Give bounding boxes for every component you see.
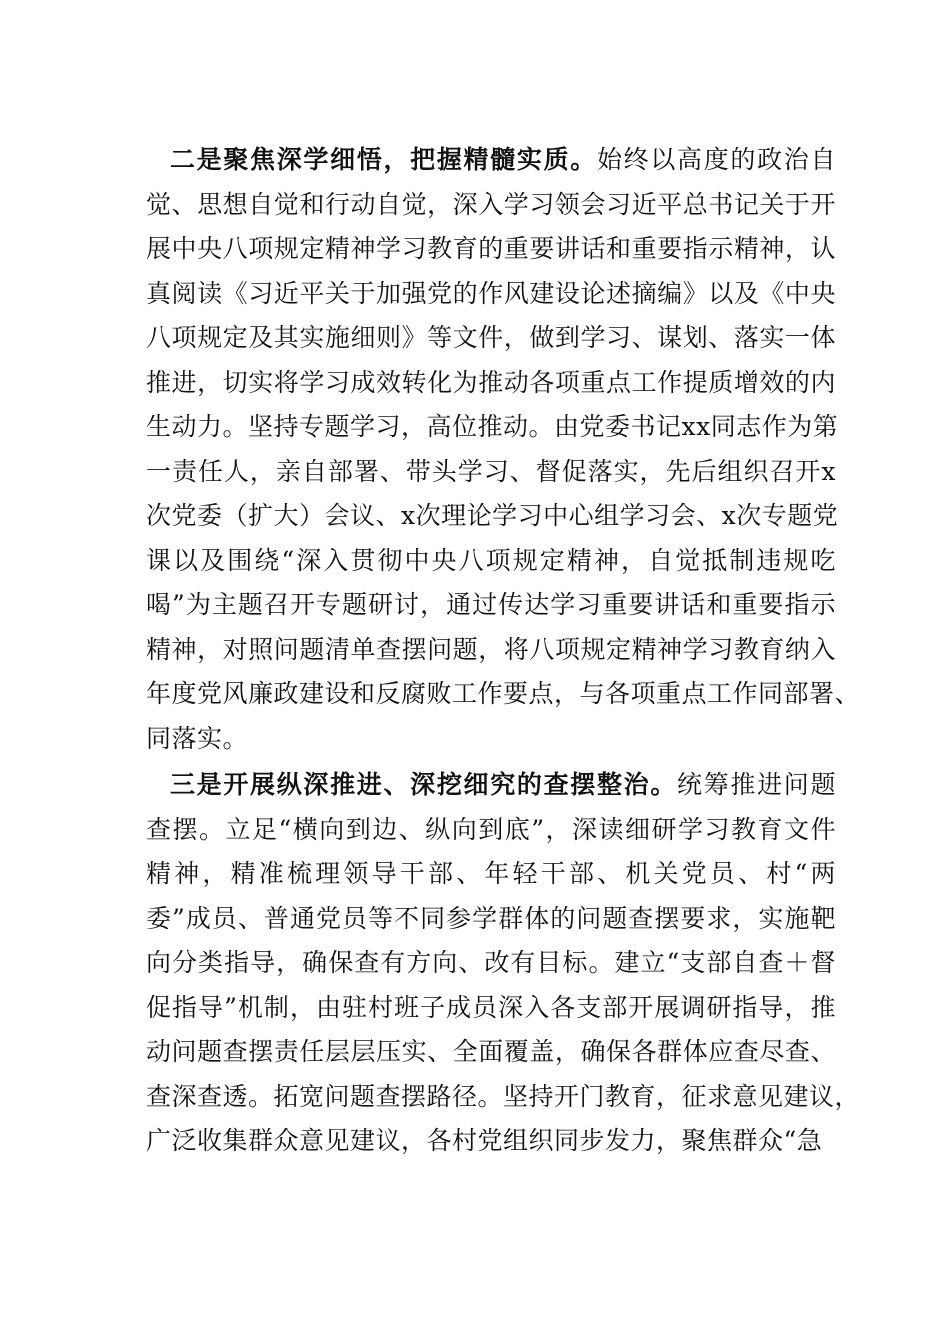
paragraph-3-line: 促指导”机制，由驻村班子成员深入各支部开展调研指导，推 (146, 992, 836, 1022)
paragraph-3 (146, 763, 861, 1164)
paragraph-2-line-1 (146, 138, 836, 183)
paragraph-2-line-1-text: 始终以高度的政治自 (596, 145, 836, 174)
paragraph-3-line: 委”成员、普通党员等不同参学群体的问题查摆要求，实施靶 (146, 903, 836, 933)
paragraph-3-line: 查摆。立足“横向到边、纵向到底”，深读细研学习教育文件 (146, 814, 836, 844)
paragraph-2-line: 推进，切实将学习成效转化为推动各项重点工作提质增效的内 (146, 367, 836, 397)
paragraph-2 (146, 138, 861, 761)
paragraph-3-line: 向分类指导，确保查有方向、改有目标。建立“支部自查＋督 (146, 948, 836, 977)
paragraph-2-line: 次党委（扩大）会议、x次理论学习中心组学习会、x次专题党 (146, 501, 839, 530)
paragraph-2-line: 同落实。 (146, 723, 249, 753)
paragraph-3-line: 查深查透。拓宽问题查摆路径。坚持开门教育，征求意见建议， (146, 1081, 861, 1111)
paragraph-3-line-1-text: 统筹推进问题 (677, 770, 836, 799)
paragraph-2-line: 展中央八项规定精神学习教育的重要讲话和重要指示精神，认 (146, 234, 836, 263)
paragraph-2-line: 觉、思想自觉和行动自觉，深入学习领会习近平总书记关于开 (146, 189, 836, 219)
paragraph-3-line-1 (146, 763, 836, 808)
paragraph-2-line: 课以及围绕“深入贯彻中央八项规定精神，自觉抵制违规吃 (146, 545, 836, 575)
paragraph-3-lead: 三是开展纵深推进、深挖细究的查摆整治。 (170, 770, 678, 799)
paragraph-3-line: 精神，精准梳理领导干部、年轻干部、机关党员、村“两 (146, 859, 836, 888)
paragraph-2-line: 生动力。坚持专题学习，高位推动。由党委书记xx同志作为第 (146, 412, 839, 441)
paragraph-2-line: 真阅读《习近平关于加强党的作风建设论述摘编》以及《中央 (146, 278, 836, 308)
paragraph-2-line: 精神，对照问题清单查摆问题，将八项规定精神学习教育纳入 (146, 634, 836, 664)
paragraph-3-line: 广泛收集群众意见建议，各村党组织同步发力，聚焦群众“急 (146, 1126, 823, 1155)
paragraph-2-line: 喝”为主题召开专题研讨，通过传达学习重要讲话和重要指示 (146, 590, 836, 619)
paragraph-3-line: 动问题查摆责任层层压实、全面覆盖，确保各群体应查尽查、 (146, 1037, 836, 1066)
paragraph-2-line: 年度党风廉政建设和反腐败工作要点，与各项重点工作同部署、 (146, 679, 861, 708)
paragraph-2-line: 一责任人，亲自部署、带头学习、督促落实，先后组织召开x (146, 456, 836, 486)
paragraph-2-lead: 二是聚焦深学细悟，把握精髓实质。 (170, 145, 597, 174)
paragraph-2-line: 八项规定及其实施细则》等文件，做到学习、谋划、落实一体 (146, 323, 836, 352)
